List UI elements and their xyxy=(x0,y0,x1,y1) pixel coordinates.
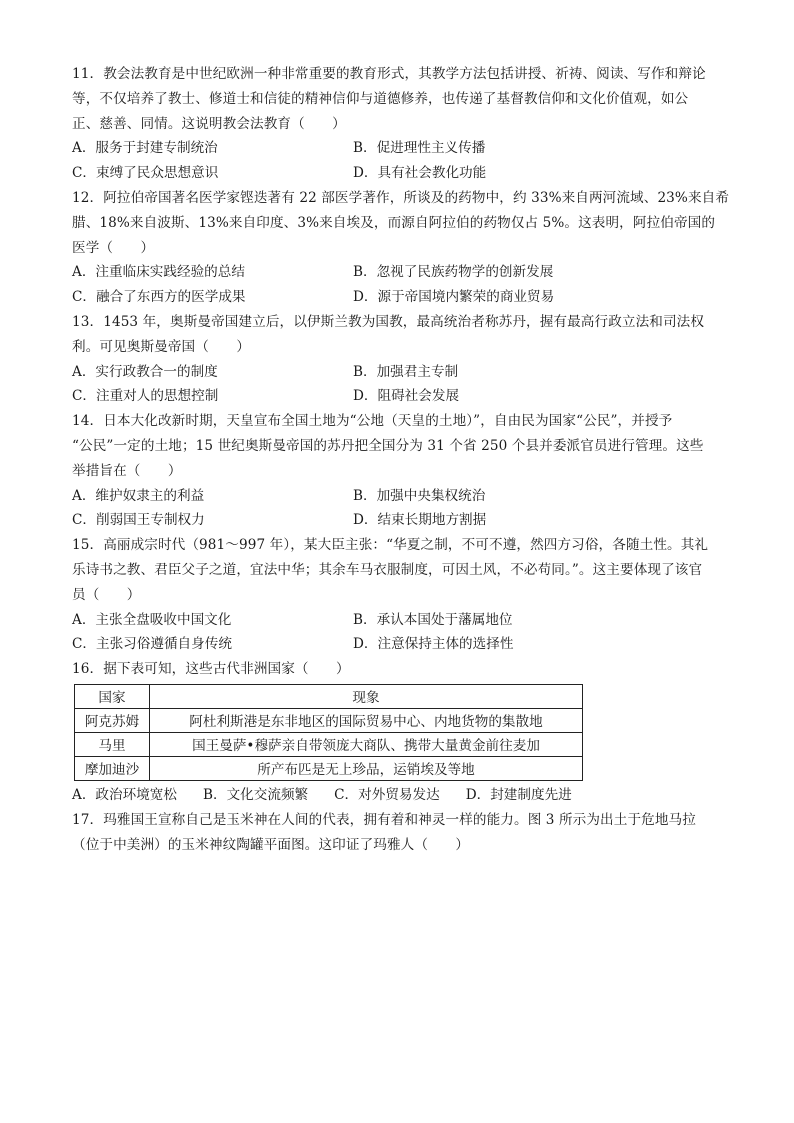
option-b: B．忽视了民族药物学的创新发展 xyxy=(353,264,554,281)
option-b: B．加强君主专制 xyxy=(353,363,459,380)
question-stem-line: 医学（ ） xyxy=(72,239,155,256)
option-a: A．实行政教合一的制度 xyxy=(72,363,218,380)
table-cell: 马里 xyxy=(75,732,150,756)
option-row xyxy=(72,161,726,186)
question-stem-line: 乐诗书之教、君臣父子之道，宜法中华；其余车马衣服制度，可因土风，不必苟同。”。这主要体现了该官 xyxy=(72,561,703,578)
option-a: A．服务于封建专制统治 xyxy=(72,140,218,157)
question-stem-line: 正、慈善、同情。这说明教会法教育（ ） xyxy=(72,115,346,132)
option-row xyxy=(72,136,726,161)
option-d: D．源于帝国境内繁荣的商业贸易 xyxy=(353,289,555,306)
option-row xyxy=(72,508,726,533)
table-cell: 国王曼萨•穆萨亲自带领庞大商队、携带大量黄金前往麦加 xyxy=(150,732,583,756)
option-c: C．对外贸易发达 xyxy=(334,786,440,803)
option-b: B．文化交流频繁 xyxy=(202,786,309,803)
option-b: B．加强中央集权统治 xyxy=(353,487,486,504)
table-header-row xyxy=(75,684,583,708)
table-cell: 阿克苏姆 xyxy=(75,708,150,732)
table-row xyxy=(75,756,583,780)
option-a: A．维护奴隶主的利益 xyxy=(72,487,205,504)
table-cell: 阿杜利斯港是东非地区的国际贸易中心、内地货物的集散地 xyxy=(150,708,583,732)
table-header-cell: 国家 xyxy=(75,684,150,708)
exam-page xyxy=(72,62,730,857)
option-row xyxy=(72,783,726,808)
question-stem-line: 14．日本大化改新时期，天皇宣布全国土地为“公地（天皇的土地）”，自由民为国家“公民”，并授予 xyxy=(72,413,673,430)
question-stem-line: “公民”一定的土地；15 世纪奥斯曼帝国的苏丹把全国分为 31 个省 250 个县并委派官员进行管理。这些 xyxy=(72,437,704,454)
option-b: B．承认本国处于藩属地位 xyxy=(353,611,513,628)
option-row xyxy=(72,285,726,310)
option-d: D．注意保持主体的选择性 xyxy=(353,636,514,653)
question-stem-line: 17．玛雅国王宣称自己是玉米神在人间的代表，拥有着和神灵一样的能力。图 3 所示为出土于危地马拉 xyxy=(72,811,696,828)
question-stem-line: 腊、18%来自波斯、13%来自印度、3%来自埃及，而源自阿拉伯的药物仅占 5%。这表明，阿拉伯帝国的 xyxy=(72,214,716,231)
option-a: A．政治环境宽松 xyxy=(72,786,177,803)
question-11 xyxy=(72,62,726,186)
data-table xyxy=(74,684,583,781)
option-row xyxy=(72,484,726,509)
option-row xyxy=(72,384,726,409)
option-c: C．注重对人的思想控制 xyxy=(72,388,219,405)
option-row xyxy=(72,260,726,285)
question-14 xyxy=(72,409,726,533)
question-15 xyxy=(72,533,726,657)
table-row xyxy=(75,708,583,732)
question-stem-line: 利。可见奥斯曼帝国（ ） xyxy=(72,338,251,355)
table-header-cell: 现象 xyxy=(150,684,583,708)
option-c: C．束缚了民众思想意识 xyxy=(72,165,219,182)
table-row xyxy=(75,732,583,756)
question-stem-line: 等，不仅培养了教士、修道士和信徒的精神信仰与道德修养，也传递了基督教信仰和文化价值观，如公 xyxy=(72,90,689,107)
question-stem-line: 13．1453 年，奥斯曼帝国建立后，以伊斯兰教为国教，最高统治者称苏丹，握有最高行政立法和司法权 xyxy=(72,313,705,330)
question-stem-line: （位于中美洲）的玉米神纹陶罐平面图。这印证了玛雅人（ ） xyxy=(72,836,470,853)
option-c: C．主张习俗遵循自身传统 xyxy=(72,636,232,653)
table-cell: 摩加迪沙 xyxy=(75,756,150,780)
question-stem-line: 15．高丽成宗时代（981～997 年），某大臣主张：“华夏之制，不可不遵，然四方习俗，各随土性。其礼 xyxy=(72,537,709,554)
option-c: C．融合了东西方的医学成果 xyxy=(72,289,246,306)
question-stem-line: 员（ ） xyxy=(72,586,141,603)
question-17 xyxy=(72,808,726,858)
option-d: D．结束长期地方割据 xyxy=(353,512,487,529)
question-stem-line: 11．教会法教育是中世纪欧洲一种非常重要的教育形式，其教学方法包括讲授、祈祷、阅读、写作和辩论 xyxy=(72,66,706,82)
option-row xyxy=(72,360,726,385)
option-a: A．主张全盘吸收中国文化 xyxy=(72,611,232,628)
question-stem-line: 16．据下表可知，这些古代非洲国家（ ） xyxy=(72,661,350,678)
option-row xyxy=(72,632,726,657)
question-13 xyxy=(72,310,726,409)
option-c: C．削弱国王专制权力 xyxy=(72,512,205,529)
option-row xyxy=(72,608,726,633)
question-stem-line: 举措旨在（ ） xyxy=(72,462,182,479)
option-a: A．注重临床实践经验的总结 xyxy=(72,264,245,281)
option-d: D．阻碍社会发展 xyxy=(353,388,460,405)
question-16 xyxy=(72,657,726,808)
table-cell: 所产布匹是无上珍品，运销埃及等地 xyxy=(150,756,583,780)
option-b: B．促进理性主义传播 xyxy=(353,140,486,157)
option-d: D．封建制度先进 xyxy=(465,786,572,803)
question-12 xyxy=(72,186,730,310)
question-stem-line: 12．阿拉伯帝国著名医学家铿迭著有 22 部医学著作，所谈及的药物中，约 33%来自两河流域、23%来自希 xyxy=(72,189,730,206)
option-d: D．具有社会教化功能 xyxy=(353,165,487,182)
